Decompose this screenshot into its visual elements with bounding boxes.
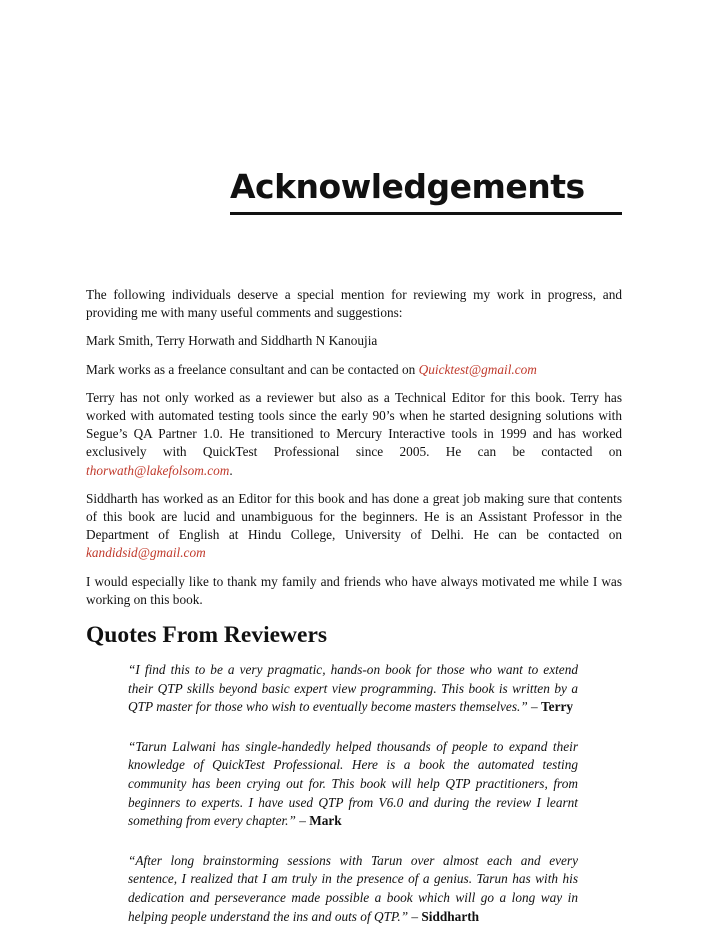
quote-author: Mark bbox=[309, 813, 342, 829]
quotes-heading: Quotes From Reviewers bbox=[86, 622, 328, 649]
quote-mark bbox=[128, 738, 578, 831]
quote-author: Terry bbox=[541, 699, 574, 715]
quote-siddharth bbox=[128, 852, 578, 926]
quote-author: Siddharth bbox=[421, 908, 480, 924]
terry-end: . bbox=[229, 462, 233, 478]
mark-paragraph bbox=[86, 361, 622, 379]
siddharth-email-link[interactable]: kandidsid@gmail.com bbox=[86, 545, 206, 561]
mark-email-link[interactable]: Quicktest@gmail.com bbox=[418, 361, 537, 377]
siddharth-paragraph bbox=[86, 490, 622, 563]
quote-text: “I find this to be a very pragmatic, hands-on book for those who want to extend their QTP skills beyond basic expert view programming. This book is written by a QTP master for those who wish to eventually become masters themselves.” – bbox=[128, 662, 578, 715]
title-underline bbox=[230, 212, 622, 215]
terry-text: Terry has not only worked as a reviewer but also as a Technical Editor for this book. Terry has worked with automated testing tools since the early 90’s when he started designing solutions with Segue’s QA Partner 1.0. He transitioned to Mercury Interactive tools in 1999 and has worked exclusively with QuickTest Professional since 2005. He can be contacted on bbox=[86, 389, 622, 460]
quote-text: “Tarun Lalwani has single-handedly helped thousands of people to expand their knowledge of QuickTest Professional. Here is a book the automated testing community has been crying out for. This book will help QTP practitioners, from beginners to experts. I have used QTP from V6.0 and during the review I learnt something from every chapter.” – bbox=[128, 738, 578, 829]
page-title: Acknowledgements bbox=[230, 167, 585, 206]
siddharth-text: Siddharth has worked as an Editor for this book and has done a great job making sure that contents of this book are lucid and unambiguous for the beginners. He is an Assistant Professor in the Department of English at Hindu College, University of Delhi. He can be contacted on bbox=[86, 490, 622, 543]
mark-text: Mark works as a freelance consultant and can be contacted on bbox=[86, 361, 419, 377]
terry-paragraph bbox=[86, 389, 622, 480]
terry-email-link[interactable]: thorwath@lakefolsom.com bbox=[86, 462, 230, 478]
quote-terry bbox=[128, 661, 578, 717]
body-text bbox=[86, 286, 622, 947]
thanks-paragraph: I would especially like to thank my family and friends who have always motivated me while I was working on this book. bbox=[86, 573, 622, 607]
heading-block bbox=[230, 167, 622, 215]
reviewer-names: Mark Smith, Terry Horwath and Siddharth N Kanoujia bbox=[86, 333, 378, 349]
quote-text: “After long brainstorming sessions with Tarun over almost each and every sentence, I realized that I am truly in the presence of a genius. Tarun has with his dedication and perseverance made possible a book which will go a long way in helping people understand the ins and outs of QTP.” – bbox=[128, 852, 578, 924]
intro-paragraph: The following individuals deserve a special mention for reviewing my work in progress, and providing me with many useful comments and suggestions: bbox=[86, 287, 622, 321]
